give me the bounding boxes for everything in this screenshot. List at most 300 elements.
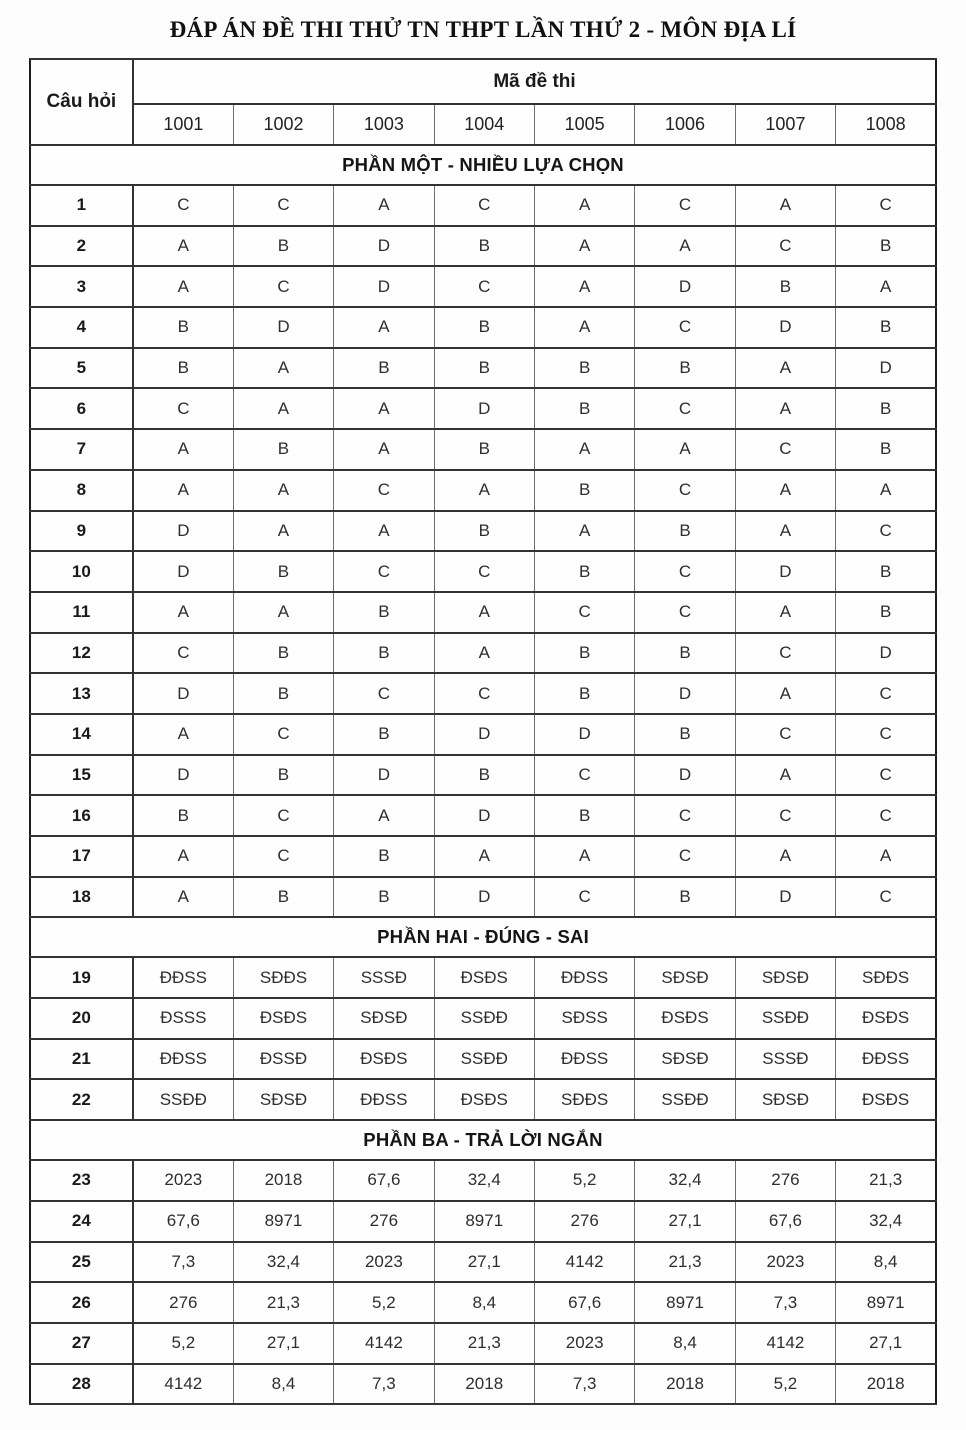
answer-cell: ĐĐSS xyxy=(534,1039,634,1080)
answer-cell: ĐSĐS xyxy=(434,1079,534,1120)
table-row xyxy=(30,877,936,918)
answer-cell: D xyxy=(133,551,233,592)
answer-cell: B xyxy=(334,836,434,877)
answer-cell: 2018 xyxy=(434,1364,534,1405)
answer-cell: 8971 xyxy=(233,1201,333,1242)
answer-cell: A xyxy=(233,592,333,633)
table-row xyxy=(30,714,936,755)
answer-cell: 276 xyxy=(735,1160,835,1201)
answer-cell: B xyxy=(836,551,936,592)
question-number-cell: 6 xyxy=(30,388,133,429)
header-row xyxy=(30,59,936,104)
answer-cell: A xyxy=(534,185,634,226)
answer-cell: A xyxy=(735,348,835,389)
table-row xyxy=(30,592,936,633)
answer-cell: A xyxy=(534,511,634,552)
answer-cell: 27,1 xyxy=(434,1242,534,1283)
question-number-cell: 24 xyxy=(30,1201,133,1242)
answer-cell: SĐSS xyxy=(534,998,634,1039)
answer-cell: B xyxy=(434,429,534,470)
answer-cell: C xyxy=(836,185,936,226)
answer-cell: C xyxy=(334,470,434,511)
answer-cell: A xyxy=(534,429,634,470)
answer-cell: D xyxy=(434,877,534,918)
answer-cell: A xyxy=(735,673,835,714)
answer-cell: A xyxy=(735,755,835,796)
answer-cell: A xyxy=(334,429,434,470)
answer-cell: SĐSĐ xyxy=(635,957,735,998)
answer-cell: A xyxy=(434,470,534,511)
table-row xyxy=(30,551,936,592)
answer-cell: C xyxy=(635,551,735,592)
table-row xyxy=(30,1160,936,1201)
exam-code: 1007 xyxy=(735,104,835,145)
answer-cell: 4142 xyxy=(534,1242,634,1283)
answer-cell: B xyxy=(534,795,634,836)
table-row xyxy=(30,511,936,552)
answer-cell: B xyxy=(534,551,634,592)
question-number-cell: 28 xyxy=(30,1364,133,1405)
answer-cell: 21,3 xyxy=(434,1323,534,1364)
answer-cell: 7,3 xyxy=(534,1364,634,1405)
answer-cell: A xyxy=(233,470,333,511)
answer-cell: B xyxy=(534,388,634,429)
answer-cell: B xyxy=(434,226,534,267)
answer-cell: 5,2 xyxy=(534,1160,634,1201)
answer-cell: B xyxy=(233,877,333,918)
answer-cell: B xyxy=(836,429,936,470)
answer-cell: ĐSĐS xyxy=(635,998,735,1039)
table-row xyxy=(30,1201,936,1242)
answer-cell: A xyxy=(735,836,835,877)
question-number-cell: 7 xyxy=(30,429,133,470)
answer-cell: D xyxy=(434,714,534,755)
answer-cell: ĐSĐS xyxy=(233,998,333,1039)
answer-cell: 7,3 xyxy=(133,1242,233,1283)
answer-cell: C xyxy=(735,714,835,755)
answer-cell: D xyxy=(735,551,835,592)
answer-cell: 276 xyxy=(534,1201,634,1242)
answer-cell: D xyxy=(434,795,534,836)
question-number-cell: 12 xyxy=(30,633,133,674)
answer-cell: A xyxy=(334,511,434,552)
answer-cell: A xyxy=(836,470,936,511)
table-row xyxy=(30,957,936,998)
answer-cell: A xyxy=(735,511,835,552)
answer-cell: B xyxy=(836,592,936,633)
answer-cell: SSSĐ xyxy=(334,957,434,998)
answer-cell: SSĐĐ xyxy=(635,1079,735,1120)
exam-code: 1001 xyxy=(133,104,233,145)
answer-cell: ĐSĐS xyxy=(836,998,936,1039)
section-header-row xyxy=(30,917,936,957)
answer-cell: ĐSSĐ xyxy=(233,1039,333,1080)
table-row xyxy=(30,673,936,714)
table-row xyxy=(30,1242,936,1283)
section-header-row xyxy=(30,145,936,185)
answer-cell: 4142 xyxy=(133,1364,233,1405)
answer-cell: C xyxy=(434,673,534,714)
question-number-cell: 21 xyxy=(30,1039,133,1080)
answer-cell: B xyxy=(434,511,534,552)
answer-cell: SSĐĐ xyxy=(735,998,835,1039)
answer-cell: 32,4 xyxy=(233,1242,333,1283)
answer-cell: C xyxy=(434,266,534,307)
table-row xyxy=(30,1323,936,1364)
answer-cell: B xyxy=(635,511,735,552)
answer-cell: A xyxy=(836,836,936,877)
answer-cell: ĐSSS xyxy=(133,998,233,1039)
question-number-cell: 26 xyxy=(30,1282,133,1323)
answer-cell: 27,1 xyxy=(836,1323,936,1364)
answer-cell: C xyxy=(836,673,936,714)
answer-cell: A xyxy=(735,185,835,226)
answer-cell: B xyxy=(434,755,534,796)
answer-cell: C xyxy=(836,511,936,552)
answer-cell: B xyxy=(434,307,534,348)
answer-cell: A xyxy=(735,592,835,633)
table-row xyxy=(30,429,936,470)
answer-cell: C xyxy=(334,673,434,714)
answer-cell: 21,3 xyxy=(635,1242,735,1283)
answer-cell: A xyxy=(534,226,634,267)
answer-cell: B xyxy=(836,388,936,429)
answer-cell: D xyxy=(836,348,936,389)
answer-cell: D xyxy=(133,755,233,796)
answer-cell: A xyxy=(133,836,233,877)
question-number-cell: 25 xyxy=(30,1242,133,1283)
answer-cell: C xyxy=(635,592,735,633)
answer-cell: D xyxy=(133,673,233,714)
answer-cell: B xyxy=(534,633,634,674)
answer-cell: ĐĐSS xyxy=(334,1079,434,1120)
question-number-cell: 15 xyxy=(30,755,133,796)
answer-cell: ĐĐSS xyxy=(133,957,233,998)
table-row xyxy=(30,755,936,796)
answer-cell: A xyxy=(735,388,835,429)
answer-cell: C xyxy=(635,185,735,226)
question-number-cell: 10 xyxy=(30,551,133,592)
answer-cell: C xyxy=(635,836,735,877)
answer-cell: C xyxy=(434,185,534,226)
section-header-row xyxy=(30,1120,936,1160)
answer-cell: 32,4 xyxy=(635,1160,735,1201)
answer-cell: A xyxy=(233,388,333,429)
answer-cell: SĐSĐ xyxy=(735,957,835,998)
answer-cell: 2023 xyxy=(735,1242,835,1283)
answer-cell: B xyxy=(233,429,333,470)
answer-cell: SĐSĐ xyxy=(735,1079,835,1120)
answer-cell: B xyxy=(735,266,835,307)
answer-cell: D xyxy=(635,755,735,796)
answer-cell: 67,6 xyxy=(534,1282,634,1323)
answer-cell: C xyxy=(836,795,936,836)
answer-cell: B xyxy=(133,348,233,389)
question-number-cell: 4 xyxy=(30,307,133,348)
answer-cell: A xyxy=(334,307,434,348)
answer-cell: 8,4 xyxy=(233,1364,333,1405)
answer-cell: D xyxy=(635,673,735,714)
answer-cell: 276 xyxy=(334,1201,434,1242)
answer-cell: C xyxy=(836,714,936,755)
answer-cell: B xyxy=(233,673,333,714)
answer-cell: 5,2 xyxy=(133,1323,233,1364)
answer-cell: A xyxy=(133,226,233,267)
answer-cell: A xyxy=(233,511,333,552)
answer-cell: B xyxy=(836,226,936,267)
question-number-cell: 11 xyxy=(30,592,133,633)
answer-cell: B xyxy=(133,307,233,348)
question-number-cell: 5 xyxy=(30,348,133,389)
answer-cell: D xyxy=(735,877,835,918)
exam-code-group-header: Mã đề thi xyxy=(133,59,936,104)
answer-cell: C xyxy=(334,551,434,592)
answer-cell: C xyxy=(635,388,735,429)
answer-cell: D xyxy=(334,266,434,307)
answer-cell: B xyxy=(434,348,534,389)
question-number-cell: 17 xyxy=(30,836,133,877)
answer-cell: SĐSĐ xyxy=(334,998,434,1039)
answer-cell: A xyxy=(133,877,233,918)
answer-cell: SSĐĐ xyxy=(434,998,534,1039)
question-number-cell: 14 xyxy=(30,714,133,755)
exam-code: 1008 xyxy=(836,104,936,145)
answer-cell: 27,1 xyxy=(635,1201,735,1242)
question-number-cell: 19 xyxy=(30,957,133,998)
exam-codes-row xyxy=(30,104,936,145)
answer-cell: 21,3 xyxy=(233,1282,333,1323)
answer-cell: 4142 xyxy=(334,1323,434,1364)
answer-cell: A xyxy=(735,470,835,511)
answer-cell: 7,3 xyxy=(735,1282,835,1323)
answer-cell: B xyxy=(334,348,434,389)
answer-cell: B xyxy=(635,714,735,755)
answer-cell: SĐĐS xyxy=(836,957,936,998)
answer-cell: D xyxy=(133,511,233,552)
answer-cell: B xyxy=(133,795,233,836)
answer-cell: A xyxy=(334,795,434,836)
answer-cell: C xyxy=(836,877,936,918)
answer-cell: 276 xyxy=(133,1282,233,1323)
answer-cell: A xyxy=(434,633,534,674)
question-number-cell: 1 xyxy=(30,185,133,226)
exam-code: 1004 xyxy=(434,104,534,145)
answer-cell: B xyxy=(534,348,634,389)
answer-cell: 2023 xyxy=(334,1242,434,1283)
answer-cell: 2018 xyxy=(233,1160,333,1201)
answer-cell: C xyxy=(133,388,233,429)
answer-cell: B xyxy=(534,470,634,511)
answer-cell: 8,4 xyxy=(434,1282,534,1323)
answer-cell: B xyxy=(334,592,434,633)
exam-code: 1003 xyxy=(334,104,434,145)
table-row xyxy=(30,266,936,307)
table-row xyxy=(30,1364,936,1405)
answer-cell: C xyxy=(434,551,534,592)
answer-cell: A xyxy=(133,429,233,470)
answer-cell: A xyxy=(133,470,233,511)
question-number-cell: 3 xyxy=(30,266,133,307)
question-number-cell: 13 xyxy=(30,673,133,714)
table-row xyxy=(30,307,936,348)
answer-cell: B xyxy=(233,551,333,592)
question-number-cell: 23 xyxy=(30,1160,133,1201)
table-row xyxy=(30,633,936,674)
answer-cell: C xyxy=(233,266,333,307)
answer-cell: C xyxy=(133,633,233,674)
answer-cell: B xyxy=(836,307,936,348)
answer-key-table xyxy=(29,58,937,1405)
answer-cell: A xyxy=(133,592,233,633)
answer-cell: B xyxy=(635,633,735,674)
question-number-cell: 8 xyxy=(30,470,133,511)
answer-cell: 67,6 xyxy=(133,1201,233,1242)
answer-cell: 21,3 xyxy=(836,1160,936,1201)
answer-cell: C xyxy=(233,836,333,877)
answer-cell: 7,3 xyxy=(334,1364,434,1405)
answer-cell: A xyxy=(534,307,634,348)
question-number-cell: 16 xyxy=(30,795,133,836)
answer-cell: 8,4 xyxy=(836,1242,936,1283)
answer-cell: 8971 xyxy=(836,1282,936,1323)
table-row xyxy=(30,795,936,836)
page-title: ĐÁP ÁN ĐỀ THI THỬ TN THPT LẦN THỨ 2 - MÔN ĐỊA LÍ xyxy=(169,17,797,42)
answer-cell: 32,4 xyxy=(434,1160,534,1201)
section-header-label: PHẦN BA - TRẢ LỜI NGẮN xyxy=(30,1120,936,1160)
answer-cell: A xyxy=(534,836,634,877)
table-row xyxy=(30,226,936,267)
exam-code: 1002 xyxy=(233,104,333,145)
answer-cell: D xyxy=(836,633,936,674)
answer-cell: B xyxy=(233,633,333,674)
table-row xyxy=(30,388,936,429)
question-number-cell: 2 xyxy=(30,226,133,267)
section-header-label: PHẦN HAI - ĐÚNG - SAI xyxy=(30,917,936,957)
answer-cell: C xyxy=(133,185,233,226)
answer-cell: ĐSĐS xyxy=(434,957,534,998)
answer-cell: B xyxy=(233,755,333,796)
answer-cell: C xyxy=(233,795,333,836)
answer-cell: B xyxy=(635,877,735,918)
answer-cell: 2018 xyxy=(635,1364,735,1405)
question-number-cell: 22 xyxy=(30,1079,133,1120)
answer-cell: D xyxy=(334,226,434,267)
answer-cell: C xyxy=(534,592,634,633)
answer-cell: ĐĐSS xyxy=(534,957,634,998)
answer-cell: C xyxy=(233,714,333,755)
answer-cell: SSĐĐ xyxy=(133,1079,233,1120)
answer-cell: A xyxy=(534,266,634,307)
answer-cell: B xyxy=(233,226,333,267)
answer-cell: B xyxy=(334,633,434,674)
table-row xyxy=(30,185,936,226)
answer-cell: C xyxy=(735,429,835,470)
answer-cell: B xyxy=(334,877,434,918)
question-number-cell: 20 xyxy=(30,998,133,1039)
answer-cell: 8971 xyxy=(635,1282,735,1323)
table-row xyxy=(30,348,936,389)
answer-cell: SĐSĐ xyxy=(233,1079,333,1120)
answer-cell: A xyxy=(233,348,333,389)
answer-cell: C xyxy=(635,795,735,836)
answer-cell: 8,4 xyxy=(635,1323,735,1364)
answer-cell: ĐSĐS xyxy=(334,1039,434,1080)
answer-cell: 27,1 xyxy=(233,1323,333,1364)
answer-cell: D xyxy=(233,307,333,348)
answer-cell: ĐSĐS xyxy=(836,1079,936,1120)
answer-cell: 2023 xyxy=(534,1323,634,1364)
answer-cell: 8971 xyxy=(434,1201,534,1242)
answer-cell: C xyxy=(735,633,835,674)
answer-cell: A xyxy=(836,266,936,307)
answer-cell: SĐĐS xyxy=(233,957,333,998)
answer-cell: C xyxy=(635,307,735,348)
answer-cell: C xyxy=(233,185,333,226)
answer-cell: C xyxy=(735,795,835,836)
answer-cell: D xyxy=(735,307,835,348)
answer-cell: SSSĐ xyxy=(735,1039,835,1080)
exam-code: 1005 xyxy=(534,104,634,145)
question-number-cell: 9 xyxy=(30,511,133,552)
section-header-label: PHẦN MỘT - NHIỀU LỰA CHỌN xyxy=(30,145,936,185)
answer-cell: SĐSĐ xyxy=(635,1039,735,1080)
answer-cell: A xyxy=(334,185,434,226)
question-number-cell: 18 xyxy=(30,877,133,918)
exam-code: 1006 xyxy=(635,104,735,145)
answer-cell: A xyxy=(635,226,735,267)
answer-cell: D xyxy=(534,714,634,755)
question-number-cell: 27 xyxy=(30,1323,133,1364)
answer-cell: 2018 xyxy=(836,1364,936,1405)
table-row xyxy=(30,836,936,877)
answer-cell: D xyxy=(334,755,434,796)
answer-cell: 5,2 xyxy=(735,1364,835,1405)
answer-cell: A xyxy=(434,592,534,633)
answer-cell: A xyxy=(635,429,735,470)
answer-rows-body xyxy=(30,145,936,1404)
answer-cell: 67,6 xyxy=(735,1201,835,1242)
answer-cell: SSĐĐ xyxy=(434,1039,534,1080)
answer-cell: A xyxy=(133,266,233,307)
table-row xyxy=(30,1079,936,1120)
answer-cell: 67,6 xyxy=(334,1160,434,1201)
answer-cell: C xyxy=(836,755,936,796)
answer-cell: 32,4 xyxy=(836,1201,936,1242)
answer-cell: B xyxy=(334,714,434,755)
answer-cell: C xyxy=(534,877,634,918)
answer-cell: C xyxy=(735,226,835,267)
answer-cell: C xyxy=(534,755,634,796)
answer-cell: 4142 xyxy=(735,1323,835,1364)
table-row xyxy=(30,1039,936,1080)
answer-cell: B xyxy=(534,673,634,714)
answer-cell: A xyxy=(334,388,434,429)
table-row xyxy=(30,470,936,511)
answer-cell: ĐĐSS xyxy=(836,1039,936,1080)
question-column-header: Câu hỏi xyxy=(30,59,133,145)
answer-cell: SĐĐS xyxy=(534,1079,634,1120)
answer-cell: 2023 xyxy=(133,1160,233,1201)
table-row xyxy=(30,998,936,1039)
answer-cell: 5,2 xyxy=(334,1282,434,1323)
answer-cell: D xyxy=(635,266,735,307)
table-row xyxy=(30,1282,936,1323)
answer-cell: ĐĐSS xyxy=(133,1039,233,1080)
answer-cell: A xyxy=(434,836,534,877)
answer-cell: A xyxy=(133,714,233,755)
answer-cell: D xyxy=(434,388,534,429)
answer-cell: C xyxy=(635,470,735,511)
